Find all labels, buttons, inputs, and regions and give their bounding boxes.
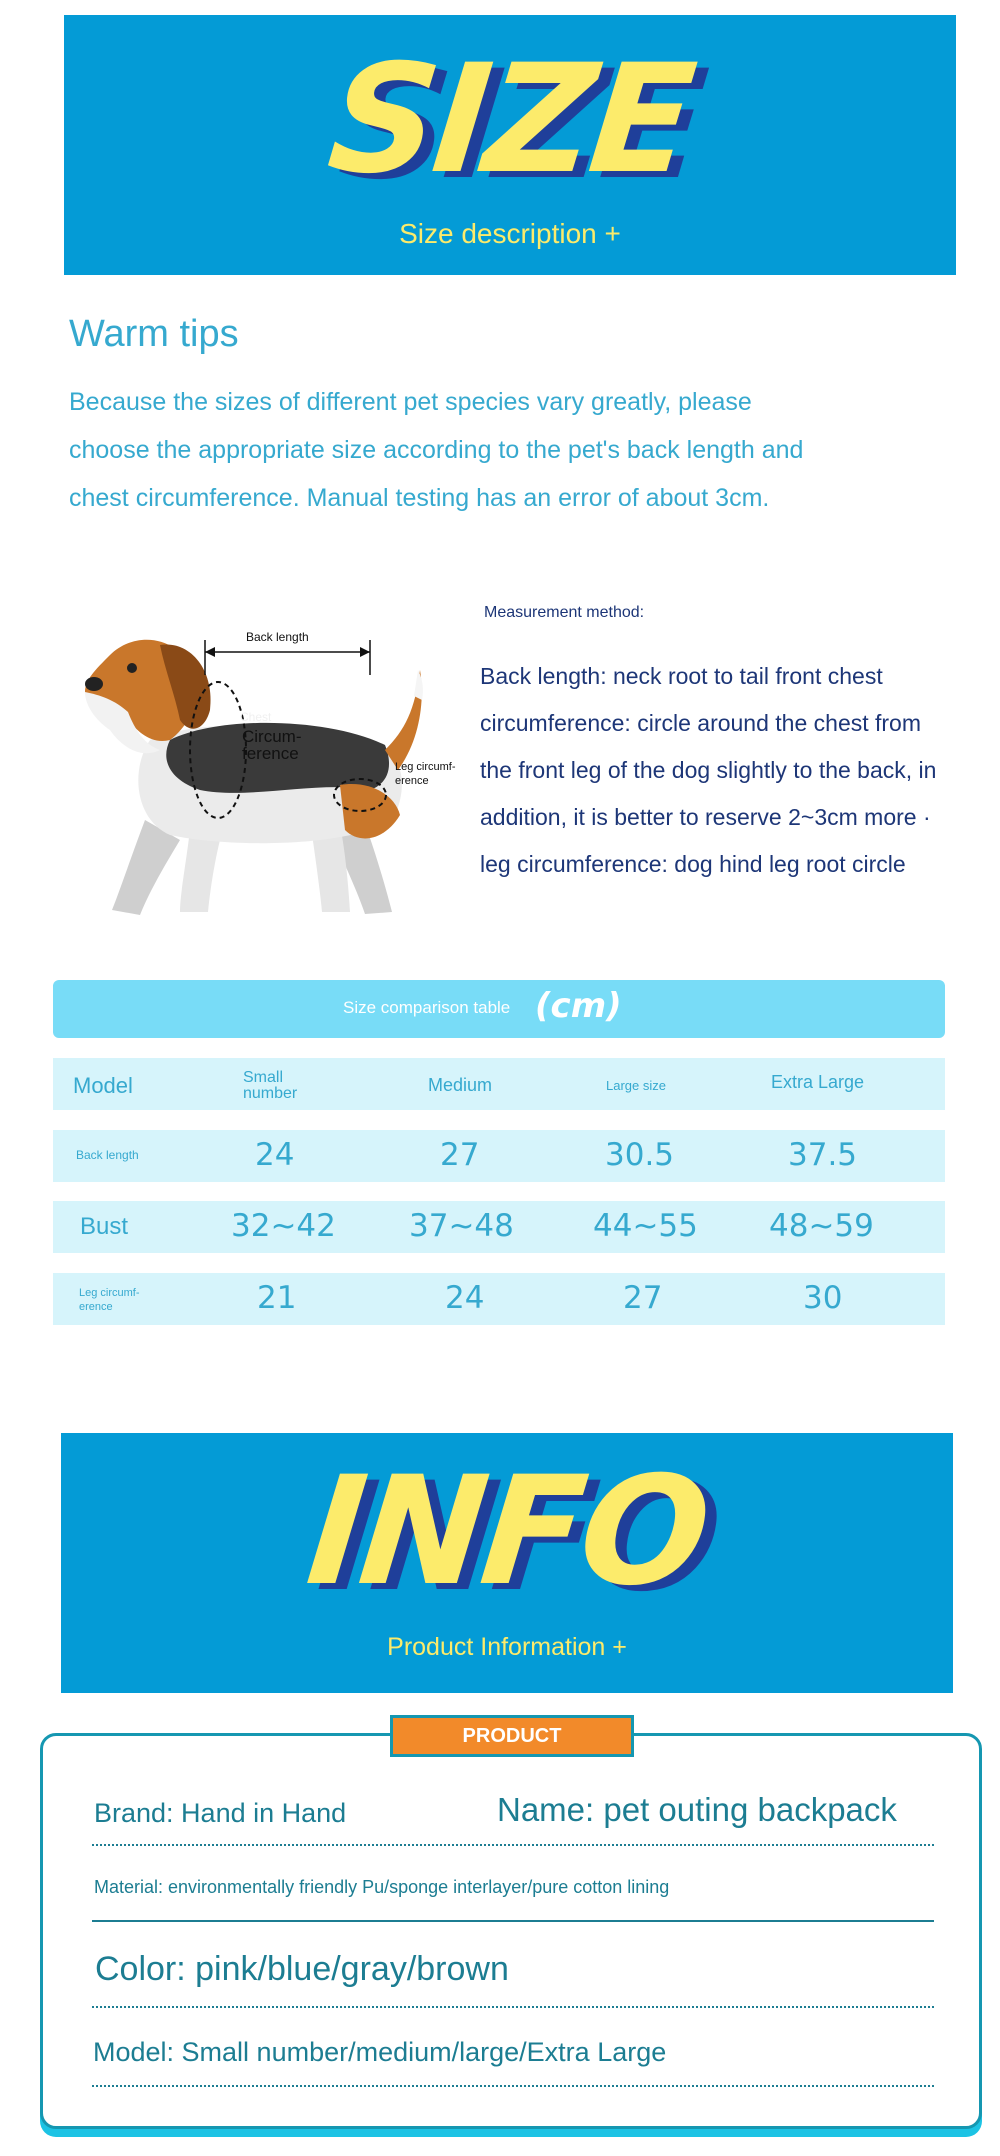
- cell-value: 37.5: [788, 1137, 858, 1173]
- cell-value: 30.5: [605, 1137, 675, 1173]
- name-text: Name: pet outing backpack: [497, 1791, 897, 1828]
- row-label-back-length: Back length: [76, 1148, 139, 1162]
- measurement-method-label: Measurement method:: [484, 604, 645, 621]
- circumference-label: Circum- ference: [242, 727, 302, 763]
- size-table-column-header: [53, 1058, 945, 1110]
- back-length-label: Back length: [246, 630, 309, 644]
- divider: [92, 2006, 934, 2008]
- measurement-line: circumference: circle around the chest from: [480, 710, 922, 736]
- cell-value: 24: [255, 1137, 295, 1173]
- size-table-title: Size comparison table: [343, 998, 511, 1017]
- col-model: Model: [73, 1073, 133, 1098]
- size-table-header: [53, 980, 945, 1038]
- warm-tips-line: choose the appropriate size according to the pet's back length and: [69, 436, 804, 464]
- cell-value: 32~42: [231, 1208, 336, 1244]
- leg-circumference-label: Leg circumf- erence: [395, 761, 456, 787]
- cell-value: 48~59: [769, 1208, 874, 1244]
- size-subtitle: Size description +: [399, 218, 621, 249]
- col-xl: Extra Large: [771, 1072, 865, 1092]
- cell-value: 30: [803, 1280, 843, 1316]
- product-info-badge: PRODUCT INFORMATION: [390, 1715, 634, 1757]
- measurement-line: leg circumference: dog hind leg root circle: [480, 851, 906, 877]
- divider: [92, 1844, 934, 1846]
- table-row: [53, 1273, 945, 1325]
- cell-value: 27: [623, 1280, 663, 1316]
- row-label-leg: Leg circumf- erence: [79, 1287, 140, 1313]
- cell-value: 27: [440, 1137, 480, 1173]
- row-label-bust: Bust: [80, 1213, 129, 1240]
- info-banner: [61, 1433, 953, 1693]
- dog-measurement-illustration: [40, 600, 460, 930]
- model-text: Model: Small number/medium/large/Extra Large: [93, 2037, 667, 2067]
- cell-value: 37~48: [409, 1208, 514, 1244]
- chest-label: Chest: [240, 710, 272, 724]
- size-title: SIZE: [321, 33, 699, 207]
- material-text: Material: environmentally friendly Pu/sponge interlayer/pure cotton lining: [94, 1877, 670, 1897]
- col-medium: Medium: [428, 1075, 493, 1095]
- size-table-unit: (cm): [535, 986, 622, 1026]
- cell-value: 44~55: [593, 1208, 698, 1244]
- divider: [92, 1920, 934, 1922]
- cell-value: 24: [445, 1280, 485, 1316]
- size-banner: [64, 15, 956, 275]
- warm-tips-line: Because the sizes of different pet species vary greatly, please: [69, 388, 752, 416]
- info-subtitle: Product Information +: [387, 1633, 627, 1661]
- cell-value: 21: [257, 1280, 297, 1316]
- color-text: Color: pink/blue/gray/brown: [95, 1950, 509, 1988]
- measurement-line: Back length: neck root to tail front chest: [480, 663, 883, 689]
- info-title: INFO: [300, 1445, 714, 1619]
- col-large: Large size: [606, 1078, 666, 1093]
- warm-tips-title: Warm tips: [69, 313, 239, 355]
- measurement-line: the front leg of the dog slightly to the back, in: [480, 757, 937, 783]
- measurement-method-text: [480, 653, 990, 888]
- table-row: [53, 1130, 945, 1182]
- col-small: Small number: [243, 1069, 298, 1102]
- brand-text: Brand: Hand in Hand: [94, 1798, 347, 1828]
- table-row: [53, 1201, 945, 1253]
- measurement-line: addition, it is better to reserve 2~3cm more ·: [480, 804, 931, 830]
- warm-tips-line: chest circumference. Manual testing has an error of about 3cm.: [69, 484, 770, 512]
- divider: [92, 2085, 934, 2087]
- warm-tips-text: [69, 378, 949, 522]
